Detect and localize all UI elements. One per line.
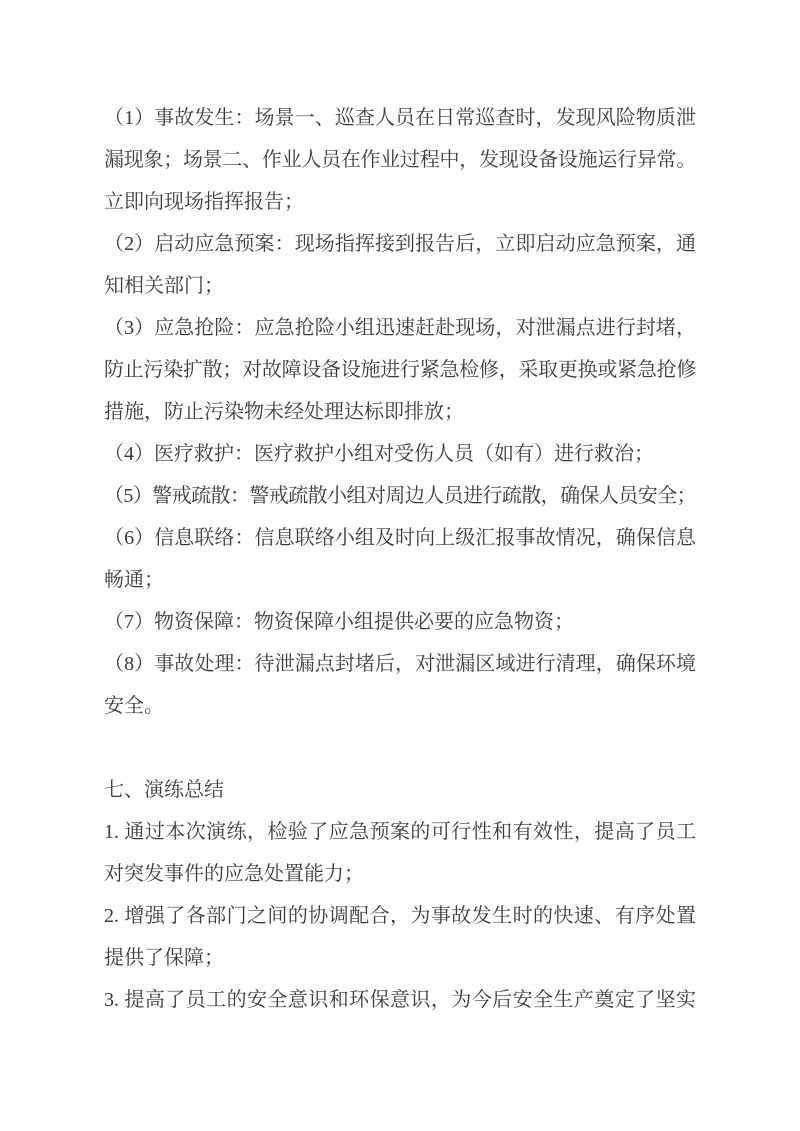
paragraph (104, 601, 696, 643)
text-line: （7）物资保障：物资保障小组提供必要的应急物资； (104, 611, 574, 633)
document-body (104, 97, 696, 1021)
paragraph (104, 475, 696, 517)
text-line: 安全。 (104, 695, 164, 717)
text-line: 措施，防止污染物未经处理达标即排放； (104, 401, 464, 423)
text-line: 对突发事件的应急处置能力； (104, 863, 364, 885)
paragraph (104, 895, 696, 979)
text-line: 提供了保障； (104, 947, 224, 969)
text-line: （2）启动应急预案：现场指挥接到报告后，立即启动应急预案，通 (104, 233, 696, 255)
text-line: 立即向现场指挥报告； (104, 191, 304, 213)
paragraph (104, 517, 696, 601)
paragraph (104, 433, 696, 475)
paragraph (104, 97, 696, 223)
text-line: （5）警戒疏散：警戒疏散小组对周边人员进行疏散，确保人员安全； (104, 485, 696, 507)
paragraph (104, 643, 696, 727)
text-line: （1）事故发生：场景一、巡查人员在日常巡查时，发现风险物质泄 (104, 107, 696, 129)
text-line: 防止污染扩散；对故障设备设施进行紧急检修，采取更换或紧急抢修 (104, 359, 696, 381)
text-line: 1. 通过本次演练，检验了应急预案的可行性和有效性，提高了员工 (104, 821, 696, 843)
paragraph (104, 307, 696, 433)
text-line: 漏现象；场景二、作业人员在作业过程中，发现设备设施运行异常。 (104, 149, 696, 171)
text-line: （4）医疗救护：医疗救护小组对受伤人员（如有）进行救治； (104, 443, 654, 465)
text-line: （6）信息联络：信息联络小组及时向上级汇报事故情况，确保信息 (104, 527, 696, 549)
text-line: 七、演练总结 (104, 779, 224, 801)
paragraph (104, 979, 696, 1021)
section-heading (104, 769, 696, 811)
text-line: 3. 提高了员工的安全意识和环保意识，为今后安全生产奠定了坚实 (104, 989, 696, 1011)
text-line: 知相关部门； (104, 275, 224, 297)
paragraph (104, 811, 696, 895)
text-line: 畅通； (104, 569, 164, 591)
text-line: （3）应急抢险：应急抢险小组迅速赶赴现场，对泄漏点进行封堵， (104, 317, 696, 339)
paragraph (104, 223, 696, 307)
text-line: （8）事故处理：待泄漏点封堵后，对泄漏区域进行清理，确保环境 (104, 653, 696, 675)
text-line: 2. 增强了各部门之间的协调配合，为事故发生时的快速、有序处置 (104, 905, 696, 927)
